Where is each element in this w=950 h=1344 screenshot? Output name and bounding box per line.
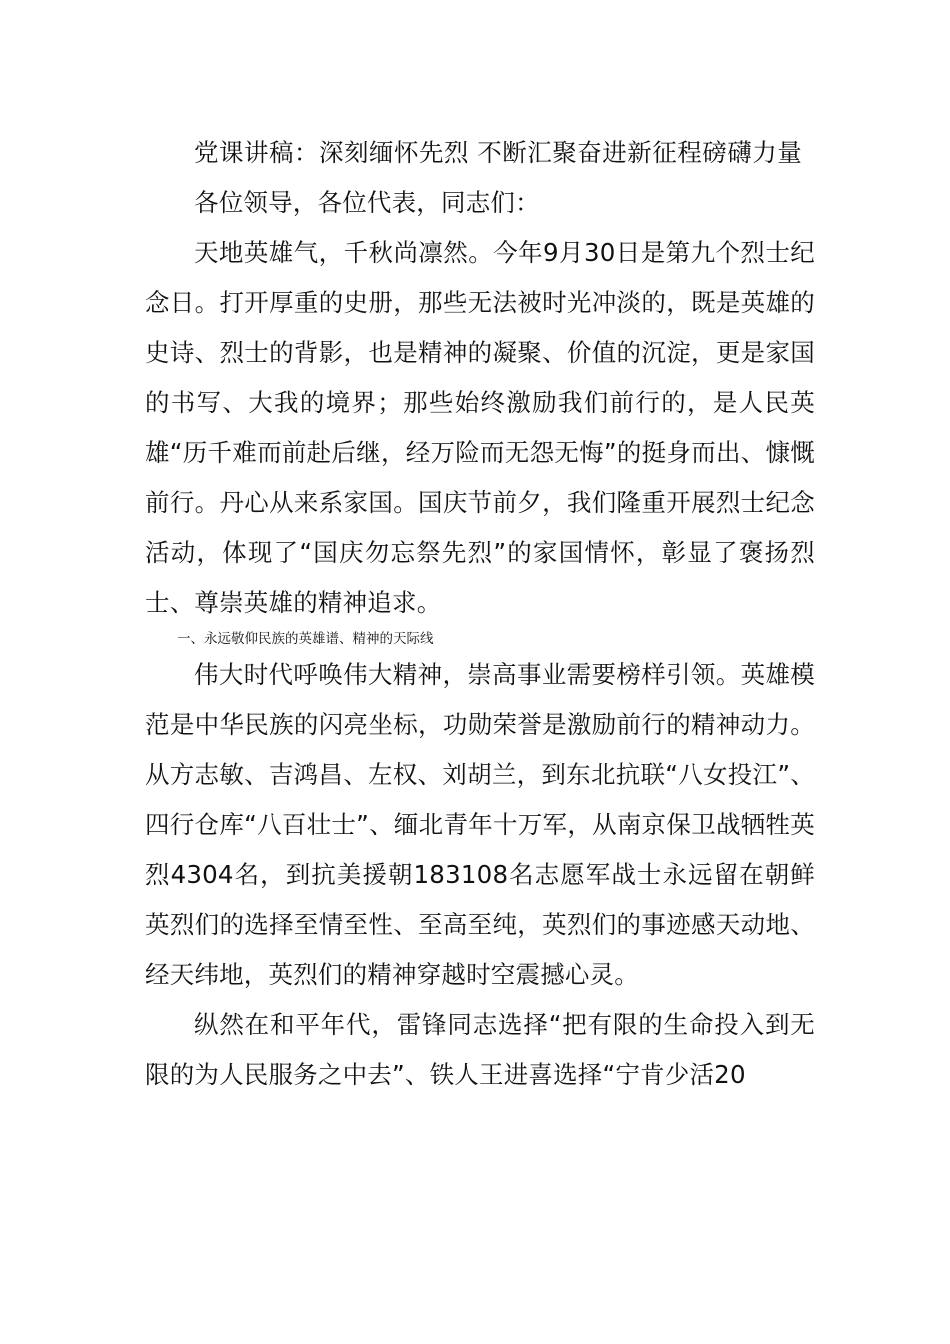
document-page: [145, 128, 815, 1100]
paragraph-1: 天地英雄气，千秋尚凛然。今年9月30日是第九个烈士纪念日。打开厚重的史册，那些无法被时光冲淡的，既是英雄的史诗、烈士的背影，也是精神的凝聚、价值的沉淀，更是家国的书写、大我的境界；那些始终激励我们前行的，是人民英雄“历千难而前赴后继，经万险而无怨无悔”的挺身而出、慷慨前行。丹心从来系家国。国庆节前夕，我们隆重开展烈士纪念活动，体现了“国庆勿忘祭先烈”的家国情怀，彰显了褒扬烈士、尊崇英雄的精神追求。: [145, 238, 815, 617]
greeting: 各位领导，各位代表，同志们：: [194, 188, 540, 217]
paragraph-3: 纵然在和平年代，雷锋同志选择“把有限的生命投入到无限的为人民服务之中去”、铁人王进喜选择“宁肯少活20: [145, 1010, 815, 1089]
document-title: 党课讲稿：深刻缅怀先烈 不断汇聚奋进新征程磅礴力量: [194, 138, 803, 167]
paragraph-2: 伟大时代呼唤伟大精神，崇高事业需要榜样引领。英雄模范是中华民族的闪亮坐标，功勋荣誉是激励前行的精神动力。从方志敏、吉鸿昌、左权、刘胡兰，到东北抗联“八女投江”、四行仓库“八百壮士”、缅北青年十万军，从南京保卫战牺牲英烈4304名，到抗美援朝183108名志愿军战士永远留在朝鲜英烈们的选择至情至性、至高至纯，英烈们的事迹感天动地、经天纬地，英烈们的精神穿越时空震撼心灵。: [145, 660, 815, 989]
section-heading: 一、永远敬仰民族的英雄谱、精神的天际线: [177, 631, 434, 647]
